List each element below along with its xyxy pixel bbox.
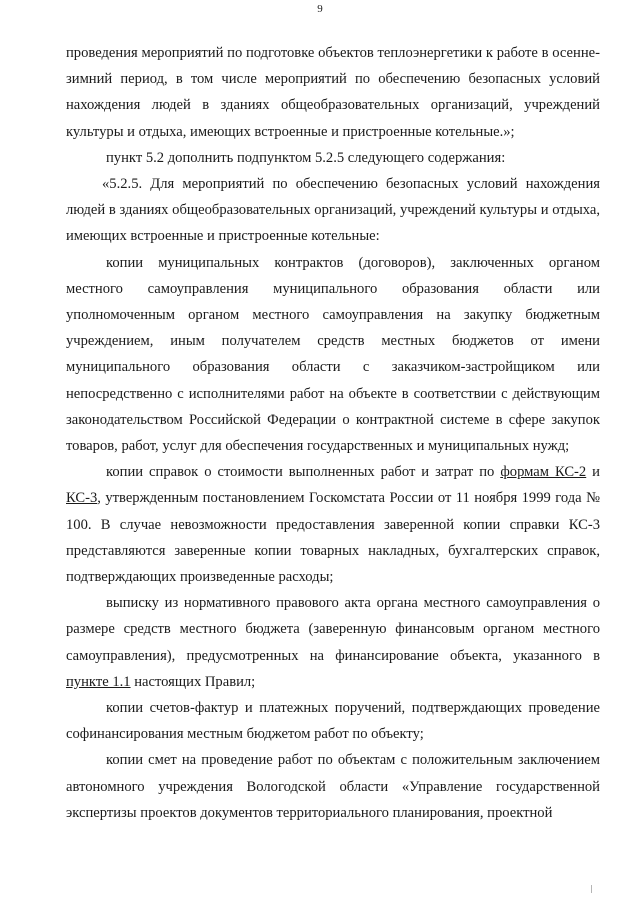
paragraph-contracts: копии муниципальных контрактов (договоров), заключенных органом местного самоуправления муниципального образования области или уполномоченным органом местного самоуправления на закупку бюджетным учреждением, иным получателем средств местных бюджетов от имени муниципального образования области с заказчиком-застройщиком или непосредственно с исполнителями работ на объекте в соответствии с действующим законодательством Российской Федерации о контрактной системе в сфере закупок товаров, работ, услуг для обеспечения государственных и муниципальных нужд; bbox=[66, 254, 600, 455]
link-point-1-1[interactable]: пункте 1.1 bbox=[66, 673, 131, 690]
paragraph-budget-extract bbox=[66, 590, 600, 695]
paragraph-ks-forms bbox=[66, 459, 600, 590]
page-number: 9 bbox=[317, 3, 323, 15]
ks-text-mid: и bbox=[586, 464, 600, 481]
ks-text-before: копии справок о стоимости выполненных работ и затрат по bbox=[106, 464, 501, 481]
paragraph-point-5-2: пункт 5.2 дополнить подпунктом 5.2.5 следующего содержания: bbox=[106, 149, 506, 166]
paragraph-continuation: проведения мероприятий по подготовке объектов теплоэнергетики к работе в осенне-зимний период, в том числе мероприятий по обеспечению безопасных условий нахождения людей в зданиях общеобразовательных организаций, учреждений культуры и отдыха, имеющих встроенные и пристроенные котельные.»; bbox=[66, 45, 600, 140]
link-ks-2[interactable]: формам КС-2 bbox=[500, 464, 587, 481]
extract-text-before: выписку из нормативного правового акта органа местного самоуправления о размере средств местного бюджета (заверенную финансовым органом местного самоуправления), предусмотренных на финансирование объекта, указанного в bbox=[66, 595, 600, 664]
paragraph-subpoint-5-2-5: «5.2.5. Для мероприятий по обеспечению безопасных условий нахождения людей в зданиях общеобразовательных организаций, учреждений культуры и отдыха, имеющих встроенные и пристроенные котельные: bbox=[66, 176, 600, 245]
extract-text-after: настоящих Правил; bbox=[130, 673, 256, 690]
link-ks-3[interactable]: КС-3 bbox=[66, 490, 98, 507]
paragraph-invoices: копии счетов-фактур и платежных поручений, подтверждающих проведение софинансирования местным бюджетом работ по объекту; bbox=[66, 700, 600, 743]
ks-text-after: , утвержденным постановлением Госкомстата России от 11 ноября 1999 года № 100. В случае невозможности предоставления заверенной копии справки КС-3 представляются заверенные копии товарных накладных, бухгалтерских справок, подтверждающих произведенные расходы; bbox=[66, 490, 600, 586]
paragraph-estimates: копии смет на проведение работ по объектам с положительным заключением автономного учреждения Вологодской области «Управление государственной экспертизы проектов документов территориального планирования, проектной bbox=[66, 752, 600, 821]
scan-edge-mark bbox=[591, 885, 592, 893]
document-body bbox=[66, 40, 600, 826]
